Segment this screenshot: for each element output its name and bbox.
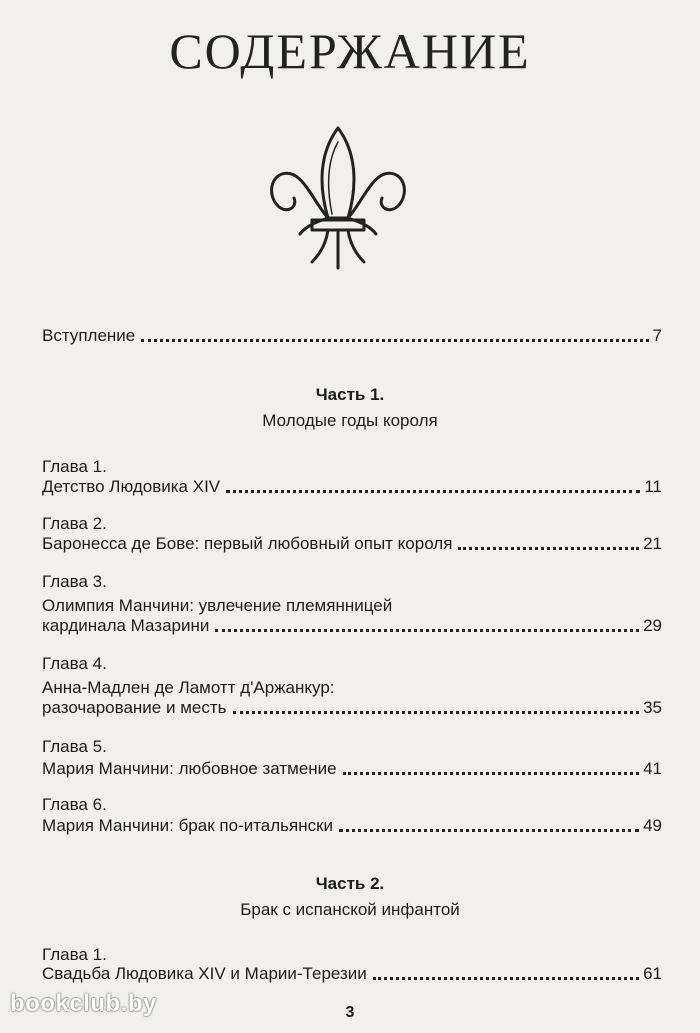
- chapter-page: 61: [643, 964, 662, 983]
- dot-leader: [141, 338, 648, 342]
- chapter-title: Мария Манчини: любовное затмение: [42, 759, 337, 778]
- dot-leader: [339, 828, 639, 832]
- toc-intro-page: 7: [652, 326, 662, 345]
- chapter-page: 49: [643, 816, 662, 835]
- chapter-page: 41: [643, 759, 662, 778]
- dot-leader: [343, 771, 639, 775]
- chapter-label: Глава 5.: [42, 737, 107, 756]
- toc-entry[interactable]: [42, 755, 662, 779]
- page-title: СОДЕРЖАНИЕ: [169, 23, 531, 79]
- chapter-title: Свадьба Людовика XIV и Марии-Терезии: [42, 964, 367, 983]
- toc-entry[interactable]: [42, 530, 662, 554]
- dot-leader: [373, 976, 639, 980]
- dot-leader: [458, 546, 639, 550]
- page-number: 3: [345, 1004, 355, 1021]
- chapter-label: Глава 3.: [42, 572, 107, 591]
- chapter-title-cont: кардинала Мазарини: [42, 616, 210, 635]
- toc-entry[interactable]: [42, 612, 662, 636]
- toc-intro-label: Вступление: [42, 326, 136, 345]
- toc-entry[interactable]: [42, 473, 662, 497]
- chapter-title: Анна-Мадлен де Ламотт д'Аржанкур:: [42, 678, 335, 697]
- chapter-title-cont: разочарование и месть: [42, 698, 227, 717]
- chapter-label: Глава 2.: [42, 514, 107, 533]
- chapter-page: 21: [643, 534, 662, 553]
- chapter-page: 11: [644, 477, 662, 496]
- dot-leader: [226, 489, 640, 493]
- chapter-title: Баронесса де Бове: первый любовный опыт короля: [42, 534, 453, 553]
- part-2-name: Брак с испанской инфантой: [240, 900, 460, 919]
- watermark: bookclub.by: [10, 990, 157, 1017]
- dot-leader: [233, 710, 640, 714]
- toc-entry[interactable]: [42, 694, 662, 718]
- chapter-page: 29: [643, 616, 662, 635]
- chapter-title: Олимпия Манчини: увлечение племянницей: [42, 596, 393, 615]
- chapter-page: 35: [643, 698, 662, 717]
- chapter-label: Глава 1.: [42, 945, 107, 964]
- toc-entry[interactable]: [42, 960, 662, 984]
- chapter-title: Детство Людовика XIV: [42, 477, 221, 496]
- toc-intro[interactable]: [42, 322, 662, 346]
- chapter-label: Глава 6.: [42, 795, 107, 814]
- chapter-label: Глава 1.: [42, 457, 107, 476]
- toc-entry[interactable]: [42, 812, 662, 836]
- part-2-number: Часть 2.: [315, 874, 385, 893]
- dot-leader: [215, 628, 639, 632]
- part-1-name: Молодые годы короля: [262, 411, 438, 430]
- chapter-label: Глава 4.: [42, 654, 107, 673]
- chapter-title: Мария Манчини: брак по-итальянски: [42, 816, 334, 835]
- fleur-de-lis-icon: [268, 122, 408, 272]
- part-1-number: Часть 1.: [315, 385, 385, 404]
